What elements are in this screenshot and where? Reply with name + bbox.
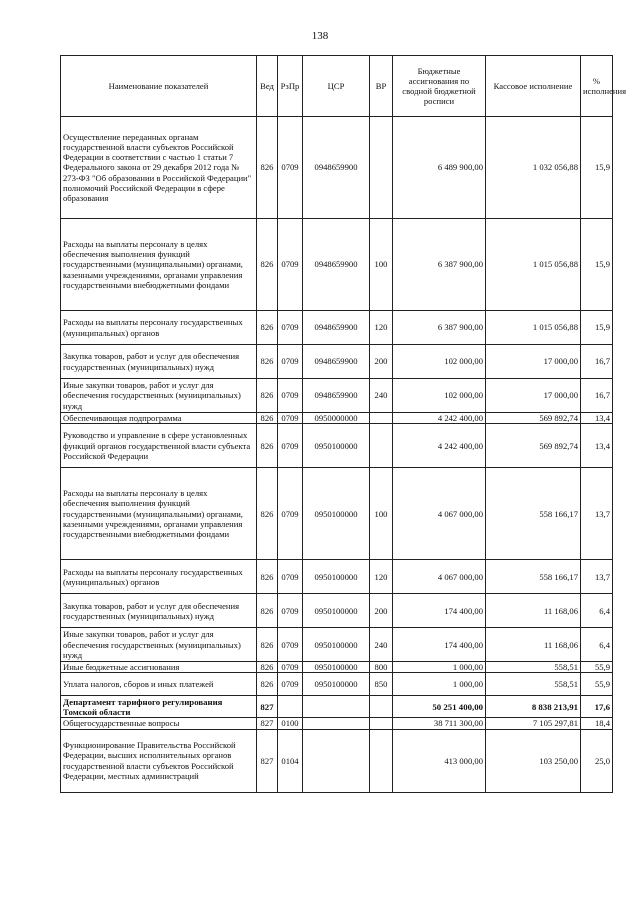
cell-cash: 103 250,00 [486, 729, 581, 792]
cell-pct: 15,9 [581, 117, 613, 219]
header-budget: Бюджетные ассигнования по сводной бюджетной росписи [393, 56, 486, 117]
cell-name: Департамент тарифного регулирования Томской области [61, 696, 257, 718]
cell-cash: 569 892,74 [486, 424, 581, 468]
cell-pct: 15,9 [581, 219, 613, 311]
cell-csr [303, 718, 370, 729]
table-row [61, 718, 613, 729]
table-row [61, 345, 613, 379]
cell-vr: 240 [370, 628, 393, 662]
cell-vr [370, 696, 393, 718]
cell-pct: 16,7 [581, 379, 613, 413]
cell-pct: 6,4 [581, 628, 613, 662]
cell-rzpr: 0104 [278, 729, 303, 792]
header-pct: % исполнения [581, 56, 613, 117]
cell-rzpr: 0709 [278, 413, 303, 424]
header-vr: ВР [370, 56, 393, 117]
cell-ved: 826 [257, 311, 278, 345]
cell-budget: 6 387 900,00 [393, 311, 486, 345]
cell-csr: 0948659900 [303, 117, 370, 219]
cell-pct: 55,9 [581, 673, 613, 696]
cell-ved: 826 [257, 628, 278, 662]
table-row [61, 117, 613, 219]
cell-rzpr: 0709 [278, 662, 303, 673]
cell-budget: 4 067 000,00 [393, 468, 486, 560]
cell-pct: 13,4 [581, 413, 613, 424]
cell-rzpr: 0709 [278, 628, 303, 662]
cell-name: Осуществление переданных органам государственной власти субъектов Российской Федерации в соответствии с частью 1 статьи 7 Федерального закона от 29 декабря 2012 года № 273-ФЗ "Об образовании в Российской Федерации" полномочий Российской Федерации в сфере образования [61, 117, 257, 219]
cell-rzpr: 0709 [278, 424, 303, 468]
cell-budget: 4 242 400,00 [393, 424, 486, 468]
cell-rzpr: 0709 [278, 673, 303, 696]
cell-budget: 50 251 400,00 [393, 696, 486, 718]
cell-vr [370, 424, 393, 468]
cell-cash: 11 168,06 [486, 594, 581, 628]
cell-cash: 558,51 [486, 673, 581, 696]
header-csr: ЦСР [303, 56, 370, 117]
cell-cash: 11 168,06 [486, 628, 581, 662]
cell-budget: 1 000,00 [393, 673, 486, 696]
cell-budget: 174 400,00 [393, 594, 486, 628]
cell-ved: 827 [257, 718, 278, 729]
cell-cash: 7 105 297,81 [486, 718, 581, 729]
cell-rzpr: 0709 [278, 345, 303, 379]
cell-vr [370, 413, 393, 424]
cell-ved: 826 [257, 468, 278, 560]
cell-csr: 0950100000 [303, 468, 370, 560]
cell-cash: 1 015 056,88 [486, 219, 581, 311]
cell-vr: 240 [370, 379, 393, 413]
cell-ved: 826 [257, 662, 278, 673]
cell-rzpr: 0709 [278, 379, 303, 413]
cell-ved: 826 [257, 673, 278, 696]
table-row [61, 696, 613, 718]
cell-name: Расходы на выплаты персоналу государственных (муниципальных) органов [61, 311, 257, 345]
cell-budget: 413 000,00 [393, 729, 486, 792]
cell-pct: 18,4 [581, 718, 613, 729]
cell-rzpr [278, 696, 303, 718]
cell-vr: 850 [370, 673, 393, 696]
cell-ved: 826 [257, 379, 278, 413]
cell-pct: 15,9 [581, 311, 613, 345]
cell-vr: 120 [370, 560, 393, 594]
cell-csr [303, 696, 370, 718]
cell-name: Уплата налогов, сборов и иных платежей [61, 673, 257, 696]
cell-rzpr: 0709 [278, 311, 303, 345]
table-row [61, 673, 613, 696]
cell-csr: 0950100000 [303, 662, 370, 673]
cell-rzpr: 0709 [278, 594, 303, 628]
cell-csr: 0948659900 [303, 311, 370, 345]
cell-pct: 13,7 [581, 468, 613, 560]
cell-pct: 16,7 [581, 345, 613, 379]
table-row [61, 311, 613, 345]
cell-csr: 0950100000 [303, 594, 370, 628]
cell-budget: 6 489 900,00 [393, 117, 486, 219]
cell-csr: 0948659900 [303, 219, 370, 311]
cell-name: Иные закупки товаров, работ и услуг для обеспечения государственных (муниципальных) нужд [61, 628, 257, 662]
cell-ved: 827 [257, 696, 278, 718]
cell-cash: 569 892,74 [486, 413, 581, 424]
budget-table [60, 55, 627, 793]
table-header-row [61, 56, 613, 117]
header-cash: Кассовое исполнение [486, 56, 581, 117]
header-name: Наименование показателей [61, 56, 257, 117]
cell-vr: 100 [370, 468, 393, 560]
cell-budget: 4 067 000,00 [393, 560, 486, 594]
cell-budget: 4 242 400,00 [393, 413, 486, 424]
cell-vr: 100 [370, 219, 393, 311]
cell-cash: 1 032 056,88 [486, 117, 581, 219]
cell-cash: 17 000,00 [486, 345, 581, 379]
cell-name: Обеспечивающая подпрограмма [61, 413, 257, 424]
cell-name: Расходы на выплаты персоналу в целях обеспечения выполнения функций государственными (муниципальными) органами, казенными учреждениями, органами управления государственными внебюджетными фондами [61, 468, 257, 560]
cell-ved: 826 [257, 424, 278, 468]
cell-name: Руководство и управление в сфере установленных функций органов государственной власти субъекта Российской Федерации [61, 424, 257, 468]
table-row [61, 729, 613, 792]
table-row [61, 628, 613, 662]
cell-csr: 0950100000 [303, 673, 370, 696]
cell-pct: 17,6 [581, 696, 613, 718]
cell-vr [370, 117, 393, 219]
cell-pct: 6,4 [581, 594, 613, 628]
cell-budget: 102 000,00 [393, 379, 486, 413]
cell-budget: 174 400,00 [393, 628, 486, 662]
cell-ved: 827 [257, 729, 278, 792]
cell-cash: 1 015 056,88 [486, 311, 581, 345]
cell-ved: 826 [257, 345, 278, 379]
table-row [61, 424, 613, 468]
page-number: 138 [311, 30, 329, 42]
table-row [61, 468, 613, 560]
cell-name: Иные закупки товаров, работ и услуг для обеспечения государственных (муниципальных) нужд [61, 379, 257, 413]
cell-budget: 1 000,00 [393, 662, 486, 673]
table-row [61, 219, 613, 311]
cell-csr: 0950100000 [303, 628, 370, 662]
cell-rzpr: 0709 [278, 468, 303, 560]
cell-csr: 0948659900 [303, 379, 370, 413]
cell-rzpr: 0709 [278, 560, 303, 594]
cell-ved: 826 [257, 117, 278, 219]
table-row [61, 594, 613, 628]
cell-name: Расходы на выплаты персоналу государственных (муниципальных) органов [61, 560, 257, 594]
cell-cash: 558 166,17 [486, 468, 581, 560]
cell-ved: 826 [257, 413, 278, 424]
cell-csr [303, 729, 370, 792]
cell-vr: 200 [370, 594, 393, 628]
cell-vr: 800 [370, 662, 393, 673]
cell-rzpr: 0100 [278, 718, 303, 729]
cell-pct: 55,9 [581, 662, 613, 673]
cell-csr: 0950000000 [303, 413, 370, 424]
cell-vr: 200 [370, 345, 393, 379]
cell-vr [370, 718, 393, 729]
cell-cash: 8 838 213,91 [486, 696, 581, 718]
cell-pct: 25,0 [581, 729, 613, 792]
cell-csr: 0948659900 [303, 345, 370, 379]
cell-cash: 558,51 [486, 662, 581, 673]
cell-vr [370, 729, 393, 792]
cell-ved: 826 [257, 560, 278, 594]
cell-csr: 0950100000 [303, 424, 370, 468]
cell-name: Общегосударственные вопросы [61, 718, 257, 729]
cell-budget: 102 000,00 [393, 345, 486, 379]
cell-rzpr: 0709 [278, 219, 303, 311]
cell-ved: 826 [257, 219, 278, 311]
table-row [61, 560, 613, 594]
header-ved: Вед [257, 56, 278, 117]
cell-cash: 17 000,00 [486, 379, 581, 413]
table-row [61, 379, 613, 413]
cell-pct: 13,7 [581, 560, 613, 594]
cell-budget: 38 711 300,00 [393, 718, 486, 729]
table-row [61, 662, 613, 673]
cell-name: Функционирование Правительства Российской Федерации, высших исполнительных органов государственной власти субъектов Российской Федерации, местных администраций [61, 729, 257, 792]
cell-name: Расходы на выплаты персоналу в целях обеспечения выполнения функций государственными (муниципальными) органами, казенными учреждениями, органами управления государственными внебюджетными фондами [61, 219, 257, 311]
cell-csr: 0950100000 [303, 560, 370, 594]
cell-pct: 13,4 [581, 424, 613, 468]
cell-budget: 6 387 900,00 [393, 219, 486, 311]
cell-name: Закупка товаров, работ и услуг для обеспечения государственных (муниципальных) нужд [61, 345, 257, 379]
cell-name: Иные бюджетные ассигнования [61, 662, 257, 673]
cell-vr: 120 [370, 311, 393, 345]
cell-rzpr: 0709 [278, 117, 303, 219]
table-row [61, 413, 613, 424]
cell-name: Закупка товаров, работ и услуг для обеспечения государственных (муниципальных) нужд [61, 594, 257, 628]
cell-cash: 558 166,17 [486, 560, 581, 594]
cell-ved: 826 [257, 594, 278, 628]
header-rzpr: РзПр [278, 56, 303, 117]
